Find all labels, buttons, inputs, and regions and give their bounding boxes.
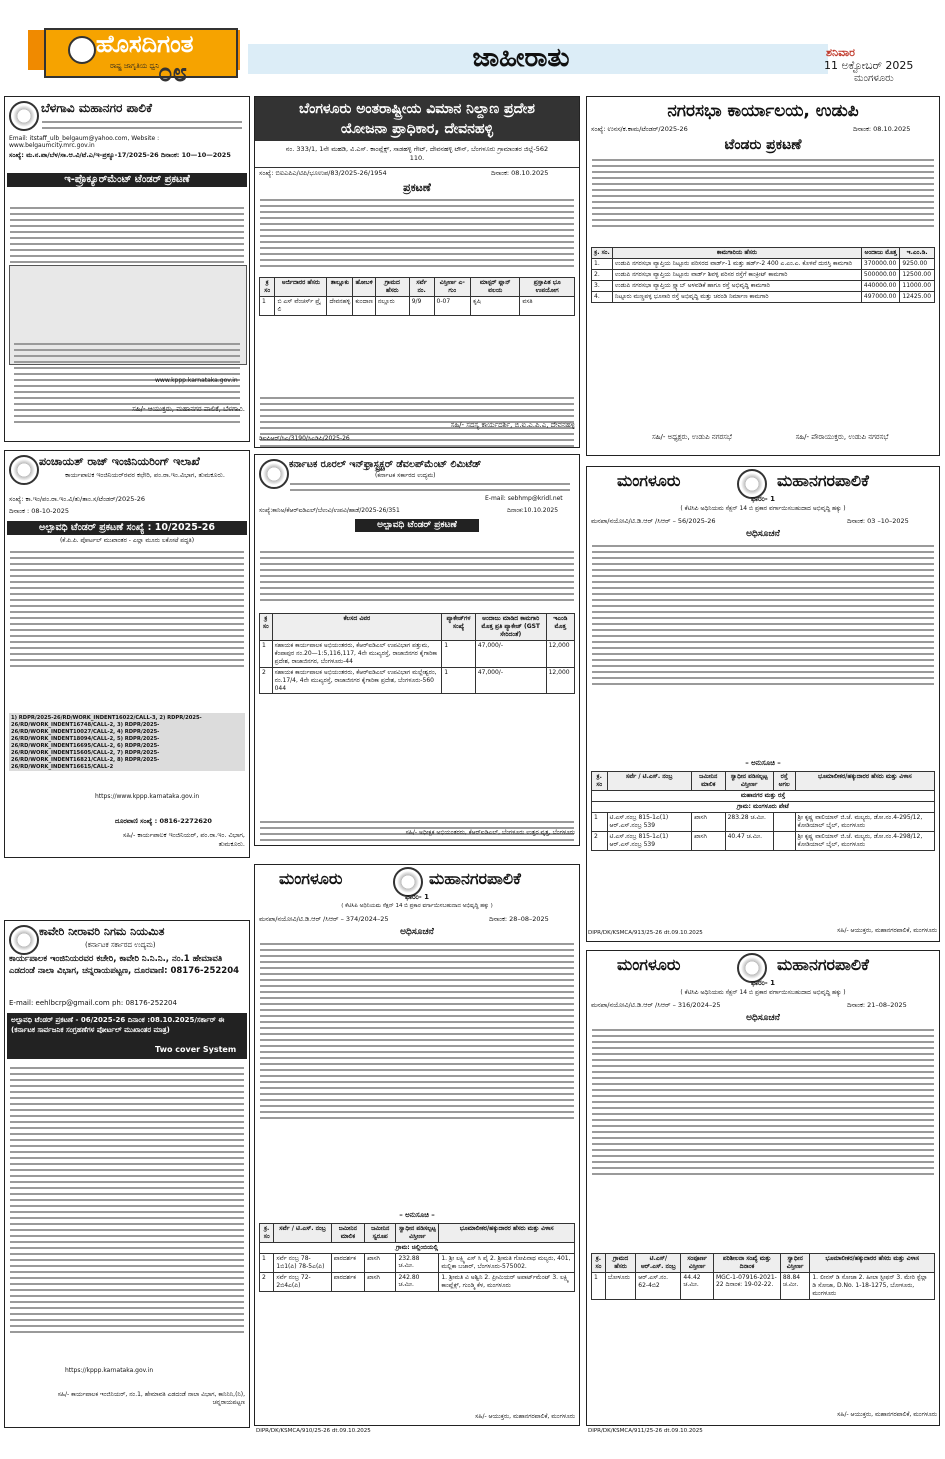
date: 11 ಅಕ್ಟೋಬರ್ 2025 bbox=[824, 59, 914, 72]
udupi-body bbox=[587, 159, 939, 227]
ad-panchayat-raj bbox=[4, 450, 250, 858]
m2-body bbox=[255, 943, 579, 1119]
belagavi-website: www.kppp.karnataka.gov.in bbox=[155, 377, 238, 384]
udupi-ref: ಸಂಖ್ಯೆ: ಉನಸ/ಕ.ಕಾಮ/ಟೆಂಡರ್/2025-26 bbox=[591, 125, 688, 133]
kridl-table bbox=[259, 613, 575, 694]
ad-mangaluru-2 bbox=[254, 864, 580, 1426]
udupi-table-row bbox=[592, 292, 935, 303]
section-title: ಜಾಹೀರಾತು bbox=[472, 43, 570, 73]
belagavi-heading: ಇ-ಪ್ರೊಕ್ಯೂರ್‌ಮೆಂಟ್ ಟೆಂಡರ್ ಪ್ರಕಟಣೆ bbox=[7, 173, 247, 187]
pr-ref: ಸಂಖ್ಯೆ: ಕಾ.ಇಂ/ಪಂ.ರಾ.ಇಂ.ವಿ/ತು/ತಾಂ.ಸ/ಟೆಂಡರ್/2025-26 bbox=[9, 495, 145, 503]
m2-table-cell: ಖಾಸಗಿ bbox=[364, 1254, 396, 1273]
page-number: ೦೮ bbox=[158, 58, 188, 88]
udupi-table-cell: 440000.00 bbox=[861, 281, 900, 292]
ad-mangaluru-3 bbox=[586, 950, 940, 1426]
pr-subtitle: ಕಾರ್ಯಪಾಲಕ ಇಂಜಿನಿಯರ್‌ರವರ ಕಛೇರಿ, ಪಂ.ರಾ.ಇಂ.ವಿಭಾಗ, ತುಮಕೂರು. bbox=[65, 471, 225, 479]
udupi-ref-date: ದಿನಾಂಕ: 08.10.2025 bbox=[853, 125, 911, 133]
udupi-title: ನಗರಸಭಾ ಕಾರ್ಯಾಲಯ, ಉಡುಪಿ bbox=[667, 101, 859, 121]
m1-title-left: ಮಂಗಳೂರು bbox=[617, 471, 681, 490]
pr-phone: ದೂರವಾಣಿ ಸಂಖ್ಯೆ : 0816-2272620 bbox=[115, 817, 212, 825]
biapa-table-cell: ದೇವನಹಳ್ಳಿ bbox=[327, 297, 353, 316]
kridl-body bbox=[255, 551, 579, 601]
m3-header-cell: ಟಿ.ಎಸ್/ ಆರ್.ಎಸ್. ನಂಬ್ರ bbox=[636, 1254, 681, 1273]
pr-website: https://www.kppp.karnataka.gov.in bbox=[95, 793, 200, 800]
kaveri-sign: ಸಹಿ/- ಕಾರ್ಯಪಾಲಕ ಇಂಜಿನಿಯರ್, ನಂ.1, ಹೇಮಾವತಿ ಎಡದಂಡೆ ನಾಲಾ ವಿಭಾಗ, ಕಾನಿನಿನಿ,(ನಿ), ಚನ್ನರಾಯಪಟ್ಟಣ bbox=[57, 1391, 245, 1406]
m1-form: ಫಾರಂ- 1 bbox=[751, 495, 775, 503]
m1-table-row bbox=[592, 832, 935, 851]
biapa-title1: ಬೆಂಗಳೂರು ಅಂತರಾಷ್ಟ್ರೀಯ ವಿಮಾನ ನಿಲ್ದಾಣ ಪ್ರದೇಶ bbox=[299, 101, 535, 117]
m2-group-row bbox=[260, 1243, 575, 1254]
m3-table-cell: ಬೋಳೂರು bbox=[605, 1273, 635, 1300]
m1-table-row bbox=[592, 813, 935, 832]
kridl-title: ಕರ್ನಾಟಕ ರೂರಲ್ ಇನ್‌ಫ್ರಾಸ್ಟ್ರಕ್ಚರ್ ಡೆವಲಪ್‌ಮೆಂಟ್ ಲಿಮಿಟೆಡ್ bbox=[289, 459, 482, 470]
pr-seal-icon bbox=[9, 455, 39, 489]
udupi-table-cell: 497000.00 bbox=[861, 292, 900, 303]
biapa-table-cell: 0-07 bbox=[434, 297, 471, 316]
m1-form-sub: ( ಕೆಟಿಸಿಪಿ ಅಧಿನಿಯಮ ಸೆಕ್ಷನ್ 14 ಬಿ ಪ್ರಕಾರ ವರ್ಗಾಯಿಸಬಹುದಾದ ಅಭಿವೃದ್ಧಿ ಹಕ್ಕು ) bbox=[680, 505, 846, 512]
m1-table-cell: ಟಿ.ಎಸ್.ನಂಬ್ರ 815-1ಎ(1) ಆರ್.ಎಸ್.ನಂಬ್ರ 539 bbox=[607, 813, 691, 832]
udupi-table-cell: ಉಡುಪಿ ನಗರಸಭಾ ವ್ಯಾಪ್ತಿಯ ನಿಟ್ಟೂರು ಪರಿಸರದ ವಾರ್ಡ್-1 ಮತ್ತು ಹರ್ಡ್-2 400 ಎ.ಎಂ.ಎ. ಕೊಳವೆ ದುರಸ್ತಿ ಕಾಮಗಾರಿ bbox=[613, 259, 862, 270]
kridl-table-cell: ಸಹಾಯಕ ಕಾರ್ಯಪಾಲಕ ಅಭಿಯಂತರರು, ಕೆಆರ್‌ಐಡಿಎಲ್ ಉಪವಿಭಾಗ ಮಲ್ಲೇಶ್ವರಂ, ನಂ.17/4, 4ನೇ ಮುಖ್ಯರಸ್ತೆ, ರಾಜಾಜಿನಗರ ಕೈಗಾರಿಕಾ ಪ್ರದೇಶ, ಬೆಂಗಳೂರು-560 044 bbox=[272, 668, 442, 694]
biapa-address: ನಂ. 333/1, 1ನೇ ಮಹಡಿ, ವಿ.ಎಸ್. ಕಾಂಪ್ಲೆಕ್ಸ್, ಸಾಡಹಳ್ಳಿ ಗೇಟ್, ದೇವನಹಳ್ಳಿ ಟೌನ್, ಬೆಂಗಳೂರು ಗ್ರಾಮಾಂತರ ಜಿಲ್ಲೆ-562 110. bbox=[285, 145, 549, 162]
kridl-ref-date: ದಿನಾಂಕ:10.10.2025 bbox=[507, 507, 559, 514]
biapa-heading: ಪ್ರಕಟಣೆ bbox=[403, 181, 431, 194]
m3-table-cell: 88.84 ಚ.ಮೀ. bbox=[780, 1273, 809, 1300]
kridl-table-row bbox=[260, 641, 575, 668]
kaveri-system: Two cover System bbox=[155, 1045, 237, 1054]
m2-ref-date: ದಿನಾಂಕ: 28–08–2025 bbox=[489, 915, 549, 923]
m2-sign: ಸಹಿ/- ಆಯುಕ್ತರು, ಮಹಾನಗರಪಾಲಿಕೆ, ಮಂಗಳೂರು bbox=[475, 1413, 575, 1420]
kridl-table-cell: 47,000/- bbox=[475, 641, 546, 668]
m2-form-sub: ( ಕೆಟಿಸಿಪಿ ಅಧಿನಿಯಮ ಸೆಕ್ಷನ್ 14 ಬಿ ಪ್ರಕಾರ ವರ್ಗಾಯಿಸಬಹುದಾದ ಅಭಿವೃದ್ಧಿ ಹಕ್ಕು ) bbox=[341, 903, 493, 909]
m1-body bbox=[587, 545, 939, 685]
ad-kaveri bbox=[4, 920, 250, 1428]
kridl-table-cell: 12,000 bbox=[546, 668, 574, 694]
belagavi-address-lines bbox=[37, 121, 247, 129]
belagavi-email: Email: itstaff_ulb_belgaum@yahoo.com, Website : www.belgaumcity.mrc.gov.in bbox=[9, 135, 160, 149]
kaveri-subtitle1: (ಕರ್ನಾಟಕ ಸರ್ಕಾರದ ಉದ್ಯಮ) bbox=[85, 941, 156, 949]
biapa-sign: ಸಹಿ/- ಸದಸ್ಯ ಕಾರ್ಯದರ್ಶಿ, ಬಿ.ಐ.ಎ.ಪಿ.ಎ, ದೇವನಹಳ್ಳಿ bbox=[450, 421, 575, 429]
m2-schedule: – ಅನುಸೂಚಿ – bbox=[399, 1211, 435, 1219]
biapa-ref-date: ದಿನಾಂಕ: 08.10.2025 bbox=[491, 169, 549, 177]
kridl-table-cell: 47,000/- bbox=[475, 668, 546, 694]
biapa-table bbox=[259, 277, 575, 316]
kridl-address bbox=[285, 483, 575, 491]
ad-mangaluru-1 bbox=[586, 466, 940, 942]
m1-header-cell: ರಸ್ತೆ ಅಗಲ bbox=[773, 772, 795, 791]
m2-header-cell: ಸ್ವಾಧೀನ ಪಡಿಸಲ್ಪಟ್ಟ ವಿಸ್ತೀರ್ಣ bbox=[396, 1224, 439, 1243]
m1-header-cell: ಸರ್ವೆ / ಟಿ.ಎಸ್. ನಂಬ್ರ bbox=[607, 772, 691, 791]
udupi-table-cell: 12500.00 bbox=[900, 270, 935, 281]
m2-table-row bbox=[260, 1254, 575, 1273]
udupi-table-cell: 11000.00 bbox=[900, 281, 935, 292]
m3-form-sub: ( ಕೆಟಿಸಿಪಿ ಅಧಿನಿಯಮ ಸೆಕ್ಷನ್ 14 ಬಿ ಪ್ರಕಾರ ವರ್ಗಾಯಿಸಬಹುದಾದ ಅಭಿವೃದ್ಧಿ ಹಕ್ಕು ) bbox=[680, 989, 846, 996]
belagavi-seal-icon bbox=[9, 101, 39, 135]
m3-header-cell: ಸ್ವಾಧೀನ ವಿಸ್ತೀರ್ಣ bbox=[780, 1254, 809, 1273]
m2-table-cell: 232.88 ಚ.ಮೀ. bbox=[396, 1254, 439, 1273]
kridl-subtitle: (ಕರ್ನಾಟಕ ಸರ್ಕಾರದ ಉದ್ಯಮ) bbox=[375, 472, 436, 479]
m2-table-cell: ಖಾಸಗಿ bbox=[364, 1273, 396, 1292]
m1-table-cell: ಟಿ.ಎಸ್.ನಂಬ್ರ 815-1ಎ(1) ಆರ್.ಎಸ್.ನಂಬ್ರ 539 bbox=[607, 832, 691, 851]
udupi-table-row bbox=[592, 281, 935, 292]
m3-table-row bbox=[592, 1273, 935, 1300]
kaveri-contact: E-mail: eehlbcrp@gmail.com ph: 08176-252204 bbox=[9, 999, 177, 1007]
kridl-header-cell: ಕ್ರ ಸಂ bbox=[260, 614, 273, 641]
m1-header-cell: ಜಮೀನಿನ ಮಾಲಿಕ bbox=[691, 772, 725, 791]
m2-table-cell: ಸರ್ವೆ ನಂಬ್ರ 78-1ಬಿ1(ಪಿ) 78-5ಎ(ಪಿ) bbox=[274, 1254, 331, 1273]
udupi-header-row bbox=[592, 248, 935, 259]
m2-table-row bbox=[260, 1273, 575, 1292]
kridl-table-cell: 1 bbox=[260, 641, 273, 668]
m2-table-cell: ಪಾರದರ್ಶಕ bbox=[331, 1273, 364, 1292]
kridl-header-cell: ಅಂದಾಜು ಮಾಡಿದ ಕಾಮಗಾರಿ ಮೊತ್ತ ಪ್ರತಿ ಪ್ಯಾಕೇಜ್ (GST ಸೇರಿದಂತೆ) bbox=[475, 614, 546, 641]
kaveri-title: ಕಾವೇರಿ ನೀರಾವರಿ ನಿಗಮ ನಿಯಮಿತ bbox=[39, 925, 165, 938]
udupi-table-cell: ಉಡುಪಿ ನಗರಸಭಾ ವ್ಯಾಪ್ತಿಯ ನಿಟ್ಟೂರು ವಾರ್ಡ್ ಶಿವಳ್ಳಿ ಪರಿಸರ ರಸ್ತೆಗೆ ಕಾಂಕ್ರೀಟ್ ಕಾಮಗಾರಿ bbox=[613, 270, 862, 281]
biapa-body bbox=[255, 199, 579, 267]
m3-table-cell: 44.42 ಚ.ಮೀ. bbox=[681, 1273, 714, 1300]
m1-group-row bbox=[592, 791, 935, 802]
m2-table-cell: ಪಾರದರ್ಶಕ bbox=[331, 1254, 364, 1273]
kridl-header-cell: ಇಎಂಡಿ ಮೊತ್ತ bbox=[546, 614, 574, 641]
udupi-heading: ಟೆಂಡರು ಪ್ರಕಟಣೆ bbox=[724, 137, 802, 153]
biapa-header-cell: ಹೋಬಳಿ bbox=[353, 278, 376, 297]
biapa-header-row bbox=[260, 278, 575, 297]
m2-table-cell: 242.80 ಚ.ಮೀ. bbox=[396, 1273, 439, 1292]
m1-schedule: – ಅನುಸೂಚಿ – bbox=[745, 759, 781, 767]
m3-body bbox=[587, 1029, 939, 1175]
m3-form: ಫಾರಂ- 1 bbox=[751, 979, 775, 987]
m2-title-left: ಮಂಗಳೂರು bbox=[279, 869, 343, 888]
kridl-table-cell: 12,000 bbox=[546, 641, 574, 668]
biapa-header-cell: ಸರ್ವೆ ನಂ. bbox=[409, 278, 434, 297]
ad-belagavi bbox=[4, 96, 250, 442]
m2-header-cell: ಜಮೀನಿನ ಮಾಲಿಕ bbox=[331, 1224, 364, 1243]
m2-group-cell: ಗ್ರಾಮ: ಚಿಲ್ಲಿಂಬಿಯಲ್ಲಿ bbox=[260, 1243, 575, 1254]
biapa-table-row bbox=[260, 297, 575, 316]
udupi-table-cell: 9250.00 bbox=[900, 259, 935, 270]
biapa-ref-rule bbox=[255, 167, 579, 168]
m3-title-right: ಮಹಾನಗರಪಾಲಿಕೆ bbox=[777, 955, 869, 974]
m1-header-cell: ಸ್ವಾಧೀನ ಪಡಿಸಲ್ಪಟ್ಟ ವಿಸ್ತೀರ್ಣ bbox=[725, 772, 773, 791]
m2-header-cell: ಜಮೀನಿನ ಸ್ವರೂಪ bbox=[364, 1224, 396, 1243]
udupi-table-cell: 12425.00 bbox=[900, 292, 935, 303]
kridl-heading: ಅಲ್ಪಾವಧಿ ಟೆಂಡರ್ ಪ್ರಕಟಣೆ bbox=[355, 519, 479, 532]
m2-header-cell: ಕ್ರ. ಸಂ bbox=[260, 1224, 274, 1243]
m1-table-cell: ಶ್ರೀ ಕೃಷ್ಣ ವಾಲಿಯಾಸ್ ಜಿ.ಜೆ. ಮಲ್ಯರು, ಡೋ.ನಂ.4-295/12, ಕೋಡಿಯಾಲ್ ಬೈಲ್, ಮಂಗಳೂರು bbox=[795, 813, 934, 832]
m1-table bbox=[591, 771, 935, 851]
udupi-header-cell: ಅಂದಾಜು ಮೊತ್ತ bbox=[861, 248, 900, 259]
pr-subheading: (ಕೆ.ಪಿ.ಪಿ. ಪೋರ್ಟಲ್ ಮುಖಾಂತರ - ಎಲ್ಲಾ ಮೂರು ಲಕೋಟೆ ಪದ್ಧತಿ) bbox=[59, 537, 195, 544]
belagavi-title: ಬೆಳಗಾವಿ ಮಹಾನಗರ ಪಾಲಿಕೆ bbox=[41, 101, 152, 115]
udupi-header-cell: ಕಾಮಗಾರಿಯ ಹೆಸರು bbox=[613, 248, 862, 259]
biapa-header-cell: ಪ್ರಸ್ತಾಪಿತ ಭೂ ಉಪಯೋಗ bbox=[520, 278, 575, 297]
m2-table-cell: 1. ಶ್ರೀ ಲಕ್ಷ್ಮಿ ಎಸ್ ಸಿ ಪೈ 2. ಶ್ರೀಮತಿ ಗೋಪಿನಾಥ ಮಲ್ಯರು, 401, ಮಲ್ಲಿಕಾ ಬಜಾರ್, ಬೆಂಗಳೂರು-575002. bbox=[439, 1254, 575, 1273]
belagavi-sign: ಸಹಿ/- ಆಯುಕ್ತರು, ಮಹಾನಗರ ಪಾಲಿಕೆ, ಬೆಳಗಾವಿ. bbox=[132, 405, 245, 413]
biapa-table-cell: 1 bbox=[260, 297, 275, 316]
m1-table-cell bbox=[773, 832, 795, 851]
pr-body bbox=[5, 551, 249, 667]
belagavi-ref: ಸಂಖ್ಯೆ: ಮ.ನ.ಪಾ/ಬೆಳ/ಸಾ.ಆ.ವಿ/ಟೆ.ಎ/ಇ-ಪ್ರಕ್ಯೂ-17/2025-26 ದಿನಾಂಕ: 10—10—2025 bbox=[9, 151, 231, 159]
pr-title: ಪಂಚಾಯತ್ ರಾಜ್ ಇಂಜಿನಿಯರಿಂಗ್ ಇಲಾಖೆ bbox=[39, 455, 200, 468]
m2-table-cell: ಸರ್ವೆ ನಂಬ್ರ 72-2ಬಿ4ಎ(ಪಿ) bbox=[274, 1273, 331, 1292]
udupi-table-row bbox=[592, 259, 935, 270]
m2-title-right: ಮಹಾನಗರಪಾಲಿಕೆ bbox=[429, 869, 521, 888]
kridl-sign: ಸಹಿ/- ಅಧೀಕ್ಷಕ ಅಭಿಯಂತರರು, ಕೆಆರ್‌ಐಡಿಎಲ್, ಬೆಂಗಳೂರು ಉತ್ತರ ವೃತ್ತ, ಬೆಂಗಳೂರು bbox=[405, 829, 575, 836]
biapa-table-cell: ವಸತಿ bbox=[520, 297, 575, 316]
m2-table-cell: 1 bbox=[260, 1254, 274, 1273]
m2-header-row bbox=[260, 1224, 575, 1243]
udupi-header-cell: ಕ್ರ. ಸಂ. bbox=[592, 248, 613, 259]
m1-title-right: ಮಹಾನಗರಪಾಲಿಕೆ bbox=[777, 471, 869, 490]
m3-table bbox=[591, 1253, 935, 1300]
biapa-table-cell: ಬಿ ಎಸ್ ವೆಂಚರ್ಸ್ ಪ್ರೈ ಲಿ bbox=[275, 297, 327, 316]
m3-header-row bbox=[592, 1254, 935, 1273]
m1-dipr: DIPR/DK/KSMCA/913/25-26 dt.09.10.2025 bbox=[588, 930, 703, 936]
m3-ref-date: ದಿನಾಂಕ: 21–08–2025 bbox=[847, 1001, 907, 1009]
m2-ref: ಮನಪಾ/ನಯೋವಿ/ಟಿ.ಡಿ.ಆರ್ /ಸಿಆರ್ – 374/2024–25 bbox=[259, 915, 389, 923]
kridl-table-cell: ಸಹಾಯಕ ಕಾರ್ಯಪಾಲಕ ಅಭಿಯಂತರರು, ಕೆಆರ್‌ಐಡಿಎಲ್ ಉಪವಿಭಾಗ ಪತ್ತುಮ, ಕೆಂಪಾಪುರ ನಂ.20—1:5,116,117, 4ನೇ ಮುಖ್ಯರಸ್ತೆ, ರಾಜಾಜಿನಗರ ಕೈಗಾರಿಕಾ ಪ್ರದೇಶ, ರಾಜಾಜಿನಗರ, ಬೆಂಗಳೂರು-44 bbox=[272, 641, 442, 668]
udupi-table-cell: 1. bbox=[592, 259, 613, 270]
logo-emblem-icon bbox=[68, 36, 96, 64]
biapa-header-cell: ಗ್ರಾಮದ ಹೆಸರು bbox=[375, 278, 409, 297]
m1-header-cell: ಭೂಮಾಲೀಕರ/ಹಕ್ಕುದಾರರ ಹೆಸರು ಮತ್ತು ವಿಳಾಸ bbox=[795, 772, 934, 791]
udupi-table-cell: ನಿಟ್ಟೂರು ಮಣ್ಣಪಳ್ಳ ಭೂಸಾರಿ ರಸ್ತೆ ಅಭಿವೃದ್ಧಿ ಮತ್ತು ಚರಂಡಿ ನಿರ್ಮಾಣ ಕಾಮಗಾರಿ bbox=[613, 292, 862, 303]
ad-bangalore-airport bbox=[254, 96, 580, 448]
m2-form: ಫಾರಂ- 1 bbox=[405, 893, 429, 901]
kridl-header-cell: ಕೆಲಸದ ವಿವರ bbox=[272, 614, 442, 641]
biapa-table-cell: ನಲ್ಲೂರು bbox=[375, 297, 409, 316]
ad-udupi bbox=[586, 96, 940, 456]
m1-header-cell: ಕ್ರ. ಸಂ bbox=[592, 772, 608, 791]
kridl-table-cell: 2 bbox=[260, 668, 273, 694]
biapa-header-cell: ಕ್ರ ಸಂ bbox=[260, 278, 275, 297]
biapa-table-cell: ಕುಂದಾಣ bbox=[353, 297, 376, 316]
city: ಮಂಗಳೂರು bbox=[854, 73, 894, 84]
biapa-table-cell: ಕೃಷಿ bbox=[471, 297, 520, 316]
kaveri-subtitle2: ಕಾರ್ಯಪಾಲಕ ಇಂಜಿನಿಯರವರ ಕಚೇರಿ, ಕಾವೇರಿ ನಿ.ನಿ.ನಿ., ನಂ.1 ಹೇಮಾವತಿ ಎಡದಂಡೆ ನಾಲಾ ವಿಭಾಗ, ಚನ್ನರಾಯಪಟ್ಟಣ, ದೂರವಾಣಿ: 08176-252204 bbox=[9, 954, 240, 976]
udupi-table bbox=[591, 247, 935, 303]
masthead bbox=[6, 6, 939, 86]
m3-table-cell: 1 bbox=[592, 1273, 606, 1300]
m3-header-cell: ಗ್ರಾಮದ ಹೆಸರು bbox=[605, 1254, 635, 1273]
m3-sign: ಸಹಿ/- ಆಯುಕ್ತರು, ಮಹಾನಗರಪಾಲಿಕೆ, ಮಂಗಳೂರು bbox=[837, 1411, 937, 1418]
biapa-title2: ಯೋಜನಾ ಪ್ರಾಧಿಕಾರ, ದೇವನಹಳ್ಳಿ bbox=[340, 121, 494, 137]
m3-title-left: ಮಂಗಳೂರು bbox=[617, 955, 681, 974]
biapa-dipr: ಡಿಐಪಿಆರ್/ಸಿಎ/3190/ಸಿಎಡಿಪಿ/2025-26 bbox=[259, 435, 350, 442]
udupi-table-cell: 4. bbox=[592, 292, 613, 303]
udupi-sign-left: ಸಹಿ/- ಅಧ್ಯಕ್ಷರು, ಉಡುಪಿ ನಗರಸಭೆ bbox=[652, 433, 732, 441]
m1-table-cell bbox=[773, 813, 795, 832]
pr-codes: 1) RDPR/2025-26/RD/WORK_INDENT16022/CALL-3, 2) RDPR/2025-26/RD/WORK_INDENT16748/CALL-2, 3) RDPR/2025-26/RD/WORK_INDENT10027/CALL-2, 4) RDPR/2025-26/RD/WORK_INDENT18094/CALL-2, 5) RDPR/2025-26/RD/WORK_INDENT16695/CALL-2, 6) RDPR/2025-26/RD/WORK_INDENT15605/CALL-2, 7) RDPR/2025-26/RD/WORK_INDENT16821/CALL-2, 8) RDPR/2025-26/RD/WORK_INDENT16615/CALL-2 bbox=[11, 715, 202, 770]
kridl-email: E-mail: sebhmp@kridl.net bbox=[485, 495, 563, 502]
biapa-table-cell: 9/9 bbox=[409, 297, 434, 316]
logo-text: ಹೊಸದಿಗಂತ bbox=[96, 30, 194, 58]
biapa-ref: ಸಂಖ್ಯೆ: ಬಿಐಎಪಿಎ/ಟಿಪಿ/ಭೂಉಪ/83/2025-26/1954 bbox=[259, 169, 387, 177]
m1-sign: ಸಹಿ/- ಆಯುಕ್ತರು, ಮಹಾನಗರಪಾಲಿಕೆ, ಮಂಗಳೂರು bbox=[837, 927, 937, 934]
m1-table-cell: ಖಾಸಗಿ bbox=[691, 813, 725, 832]
udupi-table-cell: 2. bbox=[592, 270, 613, 281]
m1-table-cell: 283.28 ಚ.ಮೀ. bbox=[725, 813, 773, 832]
udupi-table-cell: 500000.00 bbox=[861, 270, 900, 281]
logo-tagline: ರಾಷ್ಟ್ರ ಜಾಗೃತಿಯ ಧ್ವನಿ bbox=[110, 62, 160, 70]
kridl-ref: ಸಂಖ್ಯೆ:ಕಾನಿಅ/ಕೆಆರ್‌ಐಡಿಎಲ್/ಬೆಉವಿ/ಉಪವಿ/ಹಾಡೆ/2025-26/351 bbox=[259, 507, 400, 514]
kridl-table-cell: 1 bbox=[442, 641, 476, 668]
kaveri-body bbox=[5, 1067, 249, 1333]
biapa-header-cell: ಮಾಸ್ಟರ್ ಪ್ಲಾನ್ ವಲಯ bbox=[471, 278, 520, 297]
pr-ref-date: ದಿನಾಂಕ : 08-10-2025 bbox=[9, 507, 70, 515]
m3-heading: ಅಧಿಸೂಚನೆ bbox=[746, 1013, 780, 1023]
m2-header-cell: ಸರ್ವೆ / ಟಿ.ಎಸ್. ನಂಬ್ರ bbox=[274, 1224, 331, 1243]
m1-group-cell: ಗ್ರಾಮ: ಮಂಗಳೂರು ಪೇಟೆ bbox=[592, 802, 935, 813]
m2-table bbox=[259, 1223, 575, 1292]
m1-heading: ಅಧಿಸೂಚನೆ bbox=[746, 529, 780, 539]
kridl-header-row bbox=[260, 614, 575, 641]
m3-table-cell: ಆರ್.ಎಸ್.ನಂ. 62-4ಬಿ2 bbox=[636, 1273, 681, 1300]
m3-header-cell: ಸಂಪೂರ್ಣ ವಿಸ್ತೀರ್ಣ bbox=[681, 1254, 714, 1273]
udupi-table-cell: 3. bbox=[592, 281, 613, 292]
m3-header-cell: ಭೂಮಾಲೀಕರ/ಹಕ್ಕುದಾರರ ಹೆಸರು ಮತ್ತು ವಿಳಾಸ bbox=[810, 1254, 935, 1273]
m1-table-cell: ಶ್ರೀ ಕೃಷ್ಣ ವಾಲಿಯಾಸ್ ಜಿ.ಜೆ. ಮಲ್ಯರು, ಡೋ.ನಂ.4-298/12, ಕೋಡಿಯಾಲ್ ಬೈಲ್, ಮಂಗಳೂರು bbox=[795, 832, 934, 851]
kridl-table-cell: 1 bbox=[442, 668, 476, 694]
m1-table-cell: 40.47 ಚ.ಮೀ. bbox=[725, 832, 773, 851]
m1-table-cell: ಖಾಸಗಿ bbox=[691, 832, 725, 851]
biapa-header-cell: ವಿಸ್ತೀರ್ಣ ಎ-ಗುಂ bbox=[434, 278, 471, 297]
kridl-table-row bbox=[260, 668, 575, 694]
udupi-sign-right: ಸಹಿ/- ಪೌರಾಯುಕ್ತರು, ಉಡುಪಿ ನಗರಸಭೆ bbox=[795, 433, 889, 441]
udupi-table-cell: 370000.00 bbox=[861, 259, 900, 270]
m2-dipr: DIPR/DK/KSMCA/910/25-26 dt.09.10.2025 bbox=[256, 1428, 371, 1434]
kaveri-website: https://kppp.karnataka.gov.in bbox=[65, 1367, 154, 1374]
m1-table-cell: 1 bbox=[592, 813, 608, 832]
day: ಶನಿವಾರ bbox=[826, 46, 855, 59]
m1-group-row bbox=[592, 802, 935, 813]
m2-header-cell: ಭೂಮಾಲೀಕರ/ಹಕ್ಕುದಾರರ ಹೆಸರು ಮತ್ತು ವಿಳಾಸ bbox=[439, 1224, 575, 1243]
udupi-header-cell: ಇ.ಎಂ.ಡಿ. bbox=[900, 248, 935, 259]
m1-ref: ಮನಪಾ/ನಯೋವಿ/ಟಿ.ಡಿ.ಆರ್ /ಸಿಆರ್ – 56/2025-26 bbox=[591, 517, 716, 525]
m1-group-cell: ಮಹಾನಗರ ಮತ್ತು ರಸ್ತೆ bbox=[592, 791, 935, 802]
m3-header-cell: ಕ್ರ. ಸಂ bbox=[592, 1254, 606, 1273]
m3-header-cell: ಪರಿಶೀಲನಾ ಸಂಖ್ಯೆ ಮತ್ತು ದಿನಾಂಕ bbox=[713, 1254, 780, 1273]
m3-table-cell: MGC-1-07916-2021-22 ದಿನಾಂಕ: 19-02-22. bbox=[713, 1273, 780, 1300]
udupi-table-cell: ಉಡುಪಿ ನಗರಸಭಾ ವ್ಯಾಪ್ತಿಯ ಸ್ಲ್ಯಾಬ್ ಅಳವಡಿಕೆ ಹಾಗೂ ರಸ್ತೆ ಅಭಿವೃದ್ಧಿ ಕಾಮಗಾರಿ bbox=[613, 281, 862, 292]
m1-ref-date: ದಿನಾಂಕ: 03 –10–2025 bbox=[847, 517, 909, 525]
m1-header-row bbox=[592, 772, 935, 791]
belagavi-body bbox=[5, 207, 249, 263]
biapa-header-cell: ಅರ್ಜಿದಾರರ ಹೆಸರು bbox=[275, 278, 327, 297]
m2-heading: ಅಧಿಸೂಚನೆ bbox=[400, 927, 434, 937]
udupi-table-row bbox=[592, 270, 935, 281]
kaveri-heading: ಅಲ್ಪಾವಧಿ ಟೆಂಡರ್ ಪ್ರಕಟಣೆ - 06/2025-26 ದಿನಾಂಕ :08.10.2025/ಸರ್ಕಾರ್ ಈ (ಕರ್ನಾಟಕ ಸಾರ್ವಜನಿಕ ಸಂಗ್ರಹಣೆಗಳ ಪೋರ್ಟಲ್ ಮುಖಾಂತರ ಮಾತ್ರ) bbox=[11, 1016, 225, 1034]
m3-dipr: DIPR/DK/KSMCA/911/25-26 dt.09.10.2025 bbox=[588, 1428, 703, 1434]
m1-table-cell: 2 bbox=[592, 832, 608, 851]
pr-heading: ಅಲ್ಪಾವಧಿ ಟೆಂಡರ್ ಪ್ರಕಟಣೆ ಸಂಖ್ಯೆ : 10/2025-26 bbox=[7, 521, 247, 535]
m3-table-cell: 1. ಲೀನಸ್ ಡಿ ಸೋಜಾ 2. ಹೀಲಾ ಸ್ಟೀಫನ್ 3. ಮೇರಿ ಸ್ಟೆಲ್ಲಾ ಡಿ ಸೋಜಾ, D.No. 1-18-1275, ಬೋಳೂರು, ಮಂಗಳೂರು bbox=[810, 1273, 935, 1300]
m2-table-cell: 1. ಶ್ರೀಮತಿ ವಿ ಅಶ್ವಿನಿ 2. ಪ್ರೀಮಿಯರ್ ಅಪಾರ್ಟ್‌ಮೆಂಟ್ 3. ಲಕ್ಷ್ಮಿ ಕಾಂಪ್ಲೆಕ್ಸ್, ಗುಂಡ್ಮಿ ಕೆಳ, ಮಂಗಳೂರು bbox=[439, 1273, 575, 1292]
m2-table-cell: 2 bbox=[260, 1273, 274, 1292]
pr-sign: ಸಹಿ/- ಕಾರ್ಯಪಾಲಕ ಇಂಜಿನಿಯರ್, ಪಂ.ರಾ.ಇಂ. ವಿಭಾಗ, ತುಮಕೂರು. bbox=[122, 831, 245, 848]
ad-kridl bbox=[254, 454, 580, 846]
kridl-header-cell: ಪ್ಯಾಕೇಜ್‌ಗಳ ಸಂಖ್ಯೆ bbox=[442, 614, 476, 641]
m3-ref: ಮನಪಾ/ನಯೋವಿ/ಟಿ.ಡಿ.ಆರ್ /ಸಿಆರ್ – 316/2024–25 bbox=[591, 1001, 721, 1009]
biapa-header-cell: ತಾಲ್ಲೂಕು bbox=[327, 278, 353, 297]
